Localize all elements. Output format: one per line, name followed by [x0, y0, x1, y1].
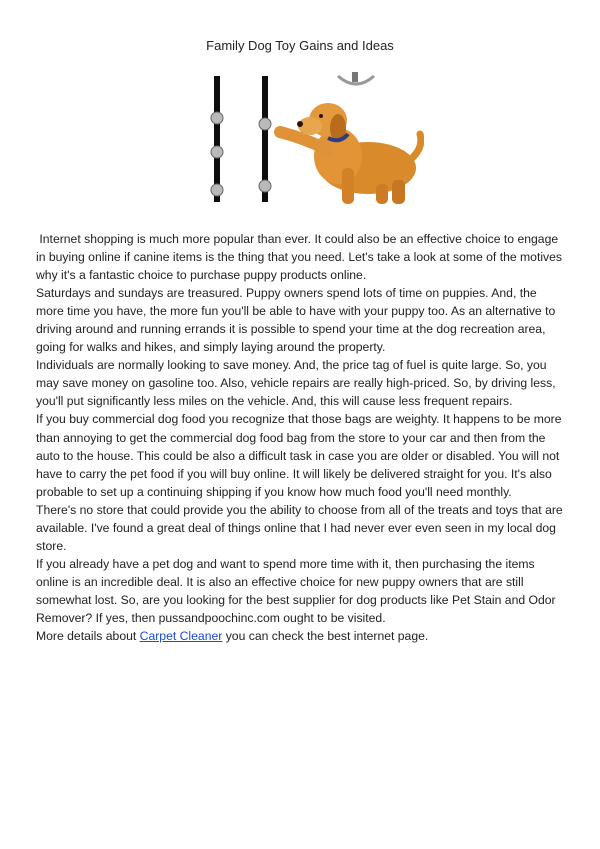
paragraph-online-shopping: Internet shopping is much more popular than ever. It could also be an effective choice to engage in buying online if canine items is the thing that you need. Let's take a look at some of the motives why it's a fantastic choice to purchase puppy products online. [36, 232, 566, 283]
closing-prefix: More details about [36, 629, 140, 644]
paragraph-heavy-bags: If you buy commercial dog food you recognize that those bags are weighty. It happens to be more than annoying to get the commercial dog food bag from the store to your car and then from the auto to the house. This could be also a difficult task in case you are older or disabled. You will not have to carry the pet food if you will buy online. It will likely be delivered straight for you. It's also probable to set up a continuing shipping if you know how much food you'll need monthly. [36, 412, 562, 499]
page-title: Family Dog Toy Gains and Ideas [206, 38, 394, 53]
article-body [36, 230, 564, 645]
paragraph-closing [36, 627, 564, 645]
paragraph-selection: There's no store that could provide you the ability to choose from all of the treats and toys that are available. I've found a great deal of things online that I had never ever even seen in my local dog store. [36, 502, 563, 553]
carpet-cleaner-link[interactable]: Carpet Cleaner [139, 629, 223, 644]
paragraph-save-money: Individuals are normally looking to save money. And, the price tag of fuel is quite large. So, you may save money on gasoline too. Also, vehicle repairs are really high-priced. So, by driving less, you'll put significantly less miles on the vehicle. And, this will cause less frequent repairs. [36, 358, 556, 409]
closing-suffix: you can check the best internet page. [222, 629, 429, 644]
dog-with-bells-image [178, 72, 424, 206]
paragraph-weekends: Saturdays and sundays are treasured. Puppy owners spend lots of time on puppies. And, the more time you have, the more fun you'll be able to have with your puppy too. As an alternative to driving around and running errands it is possible to spend your time at the dog recreation area, going for walks and hikes, and simply laying around the property. [36, 286, 556, 355]
paragraph-recommendation: If you already have a pet dog and want to spend more time with it, then purchasing the items online is an incredible deal. It is also an effective choice for new puppy owners that are still somewhat lost. So, are you looking for the best supplier for dog products like Pet Stain and Odor Remover? If yes, then pussandpoochinc.com ought to be visited. [36, 556, 556, 625]
